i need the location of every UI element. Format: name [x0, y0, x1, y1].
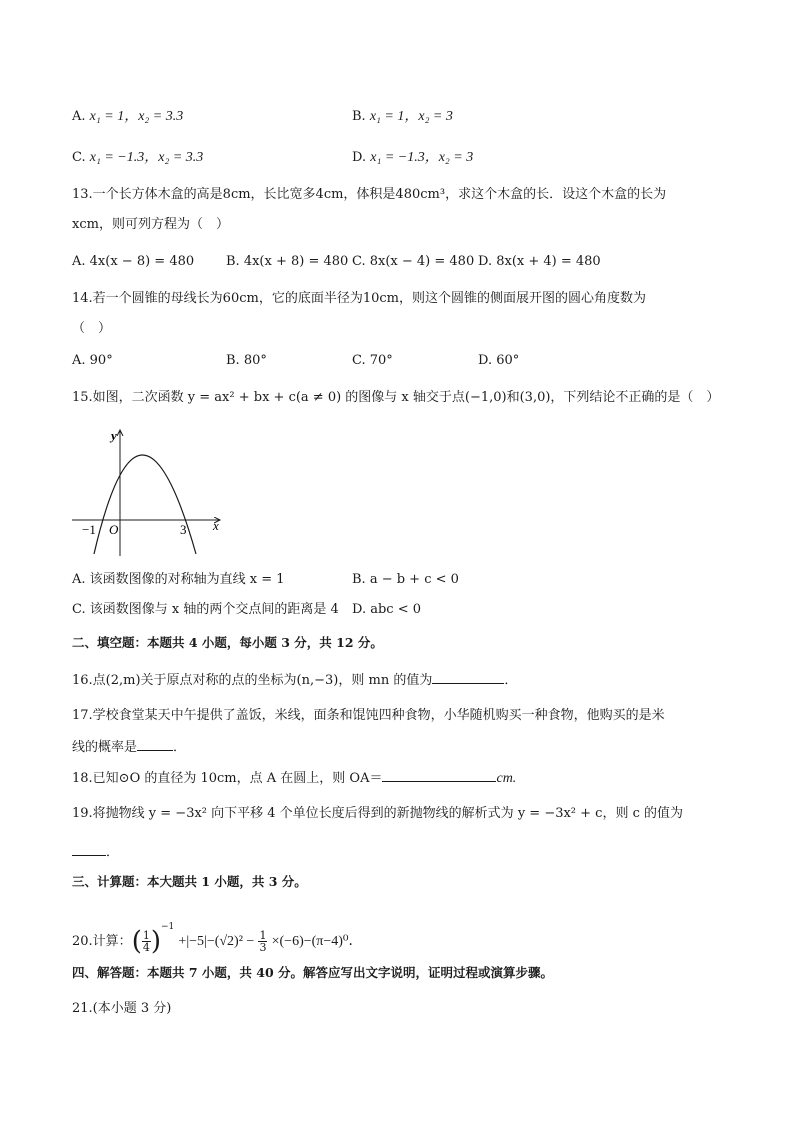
- q14-stem-line1: 14.若一个圆锥的母线长为60cm，它的底面半径为10cm，则这个圆锥的侧面展开图的圆心角度数为: [72, 291, 646, 306]
- q15-parabola-graph: [70, 424, 230, 559]
- q19-stem-line1: 19.将抛物线 y = −3x² 向下平移 4 个单位长度后得到的新抛物线的解析式为 y = −3x² + c，则 c 的值为: [72, 806, 684, 821]
- q15-option-a: A. 该函数图像的对称轴为直线 x = 1: [72, 572, 285, 587]
- q15-option-b: B. a − b + c < 0: [352, 572, 459, 587]
- q13-option-c: C. 8x(x − 4) = 480: [352, 254, 475, 269]
- q18-text: 18.已知⊙O 的直径为 10cm，点 A 在圆上，则 OA＝: [72, 771, 383, 786]
- q17-answer-blank[interactable]: [137, 737, 173, 751]
- option-letter: A.: [72, 109, 86, 124]
- q20-middle-terms: +|−5|−(√2)² −: [178, 934, 255, 949]
- q15-option-d: D. abc < 0: [352, 602, 422, 617]
- q20-inner-fraction: [142, 930, 151, 953]
- q18-answer-blank[interactable]: [382, 768, 496, 782]
- fraction-denominator: 4: [142, 941, 150, 954]
- q14-option-a: A. 90°: [72, 353, 113, 368]
- q17-stem-line1: 17.学校食堂某天中午提供了盖饭，米线，面条和馄饨四种食物，小华随机购买一种食物，他购买的是米: [72, 708, 665, 723]
- origin-label: O: [109, 522, 119, 537]
- q18-stem: [72, 768, 516, 788]
- option-expression: x₁ = 1，x₂ = 3: [369, 109, 453, 124]
- q20-label: 20.计算：: [72, 934, 132, 949]
- option-expression: x₁ = −1.3，x₂ = 3: [370, 150, 474, 165]
- q14-stem-line2: （ ）: [72, 321, 112, 336]
- q17-end: ．: [173, 740, 187, 755]
- q19-answer-blank[interactable]: [72, 842, 106, 856]
- x-axis-label: x: [213, 518, 219, 533]
- q17-stem-line2: [72, 737, 186, 757]
- q13-stem-line2: xcm，则可列方程为（ ）: [72, 217, 229, 232]
- left-paren: (: [131, 926, 142, 957]
- option-expression: x₁ = −1.3，x₂ = 3.3: [89, 150, 204, 165]
- q12-option-a: [72, 108, 183, 126]
- section-calc-header: 三、计算题：本大题共 1 小题，共 3 分。: [72, 874, 307, 889]
- left-root-label: −1: [82, 522, 96, 537]
- option-letter: D.: [352, 150, 367, 165]
- q16-end: ．: [504, 673, 518, 688]
- fraction-numerator: 1: [142, 929, 150, 942]
- option-expression: x₁ = 1，x₂ = 3.3: [89, 109, 184, 124]
- parabola-curve: [94, 455, 196, 554]
- q12-option-c: [72, 149, 203, 167]
- q18-unit: cm.: [496, 771, 517, 786]
- q13-option-a: A. 4x(x − 8) = 480: [72, 254, 195, 269]
- q16-text: 16.点(2,m)关于原点对称的点的坐标为(n,−3)，则 mn 的值为: [72, 673, 433, 688]
- q17-text: 线的概率是: [72, 740, 138, 755]
- q13-option-d: D. 8x(x + 4) = 480: [478, 254, 601, 269]
- q20-end-terms: ×(−6)−(π−4)⁰．: [271, 934, 363, 949]
- q13-option-b: B. 4x(x + 8) = 480: [226, 254, 349, 269]
- section-answer-header: 四、解答题：本题共 7 小题，共 40 分。解答应写出文字说明，证明过程或演算步骤。: [72, 965, 554, 980]
- q15-stem: 15.如图，二次函数 y = ax² + bx + c(a ≠ 0) 的图像与 x 轴交于点(−1,0)和(3,0)，下列结论不正确的是（ ）: [72, 390, 720, 405]
- option-letter: B.: [352, 109, 366, 124]
- q12-option-b: [352, 108, 453, 126]
- y-axis-label: y: [111, 428, 117, 443]
- q19-end: ．: [106, 845, 120, 860]
- q16-answer-blank[interactable]: [432, 670, 504, 684]
- fraction-numerator: 1: [259, 929, 267, 942]
- fraction-denominator: 3: [259, 941, 267, 954]
- right-paren: ): [150, 926, 161, 957]
- q19-stem-line2: [72, 842, 119, 862]
- q14-option-d: D. 60°: [478, 353, 520, 368]
- q15-option-c: C. 该函数图像与 x 轴的两个交点间的距离是 4: [72, 602, 339, 617]
- q20-exponent: −1: [161, 922, 175, 932]
- q13-stem-line1: 13.一个长方体木盒的高是8cm，长比宽多4cm，体积是480cm³，求这个木盒的长．设这个木盒的长为: [72, 187, 667, 202]
- q14-option-c: C. 70°: [352, 353, 393, 368]
- option-letter: C.: [72, 150, 86, 165]
- q12-option-d: [352, 149, 473, 167]
- q14-option-b: B. 80°: [226, 353, 267, 368]
- q16-stem: [72, 670, 517, 690]
- right-root-label: 3: [180, 522, 187, 537]
- q21-heading: 21.(本小题 3 分): [72, 1001, 172, 1016]
- q20-expression: [72, 912, 363, 957]
- q20-fraction: [258, 930, 267, 953]
- section-fill-in-header: 二、填空题：本题共 4 小题，每小题 3 分，共 12 分。: [72, 635, 383, 650]
